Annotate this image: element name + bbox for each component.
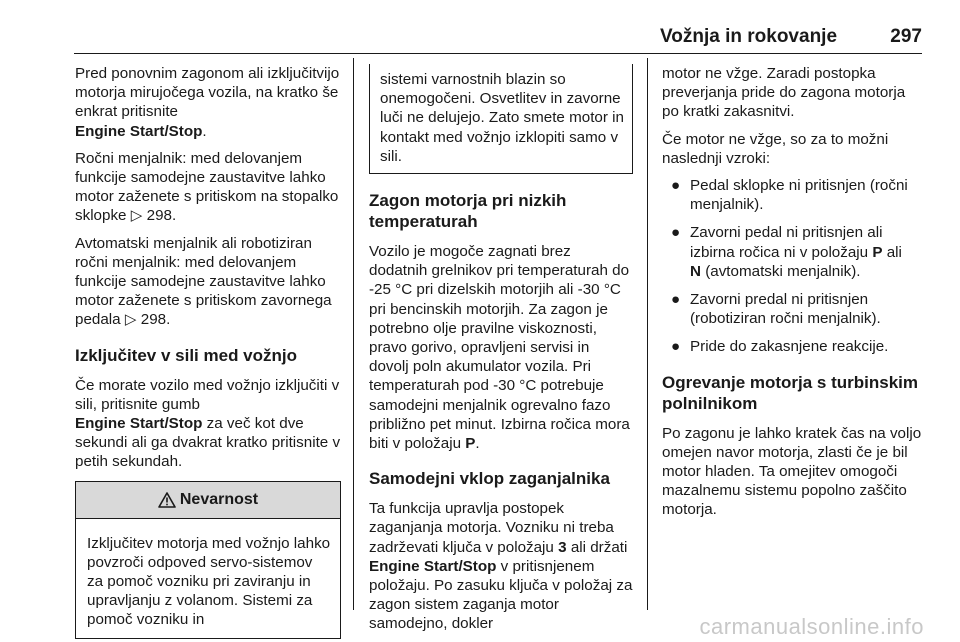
text: Avtomatski menjalnik ali robotiziran ročni menjalnik: med delovanjem funkcije samodejne zaustavitve lahko motor zaženete s pritiskom zavornega pedala xyxy=(75,234,332,329)
page-number: 297 xyxy=(890,26,922,47)
text: (avtomatski menjalnik). xyxy=(705,262,861,280)
paragraph-auto-starter xyxy=(369,499,633,633)
paragraph-automatic xyxy=(75,234,341,330)
warning-continuation xyxy=(369,64,633,174)
text: Pride do zakasnjene reakcije. xyxy=(690,338,889,356)
paragraph-emergency xyxy=(75,376,341,472)
page-header xyxy=(660,26,922,52)
key-position: 3 xyxy=(558,538,567,556)
warning-triangle-icon xyxy=(158,492,176,508)
bullet-icon: ● xyxy=(671,224,681,242)
gear-position: P xyxy=(465,435,476,453)
warning-title: Nevarnost xyxy=(179,491,259,509)
arrow-ref-icon[interactable]: ▷ xyxy=(124,311,137,329)
page-ref[interactable]: 298. xyxy=(140,311,171,329)
text: Vozilo je mogoče zagnati brez dodatnih grelnikov pri temperaturah do -25 °C pri dizelskih motorjih ali -30 °C pri bencinskih motorjih. Za zagon je potrebno olje pravilne viskoznosti, pravo gorivo, opravljeni servisi in dovolj poln akumulator vozila. Pri temperaturah pod -30 °C potrebuje samodejni menjalnik ogrevalno fazo približno pet minut. Izbirna ročica mora biti v položaju xyxy=(369,243,630,453)
page-ref[interactable]: 298. xyxy=(146,207,177,225)
text: ali xyxy=(886,243,902,261)
gear-position: P xyxy=(872,243,883,261)
paragraph-manual xyxy=(75,149,341,226)
text: . xyxy=(475,435,480,453)
text: . xyxy=(202,122,207,140)
text: Zavorni pedal ni pritisnjen ali izbirna ročica ni v položaju xyxy=(690,224,883,261)
column-divider-2 xyxy=(647,58,648,610)
page-header-title: Vožnja in rokovanje xyxy=(660,26,838,47)
heading-cold-start: Zagon motorja pri nizkih temperaturah xyxy=(369,191,567,232)
paragraph-check: motor ne vžge. Zaradi postopka preverjanja pride do zagona motorja po kratki zakasnitvi. xyxy=(662,65,906,121)
warning-body: Izključitev motorja med vožnjo lahko povzroči odpoved servo-sistemov za pomoč vozniku pri zaviranju in upravljanju z volanom. Sistemi za pomoč vozniku in xyxy=(87,534,331,629)
text: za več kot dve sekundi ali ga dvakrat kratko pritisnite v petih sekundah. xyxy=(75,415,341,471)
watermark: carmanualsonline.info xyxy=(699,614,924,639)
text: Če morate vozilo med vožnjo izključiti v sili, pritisnite gumb xyxy=(75,376,340,413)
bullet-icon: ● xyxy=(671,177,681,195)
header-rule xyxy=(74,53,922,54)
bullet-icon: ● xyxy=(671,338,681,356)
text: v pritisnjenem položaju. Po zasuku ključa v položaj za zagon sistem zaganja motor samodejno, dokler xyxy=(369,557,633,633)
paragraph-cold-start xyxy=(369,242,633,453)
column-1 xyxy=(75,64,341,639)
warning-header xyxy=(76,482,340,519)
arrow-ref-icon[interactable]: ▷ xyxy=(130,207,143,225)
text: Pedal sklopke ni pritisnjen (ročni menjalnik). xyxy=(690,177,908,214)
bullet-icon: ● xyxy=(671,291,681,309)
button-ref: Engine Start/Stop xyxy=(369,557,497,575)
heading-auto-starter: Samodejni vklop zaganjalnika xyxy=(369,469,610,489)
text: Ta funkcija upravlja postopek zaganjanja motorja. Vozniku ni treba zadrževati ključa v položaju xyxy=(369,500,614,556)
gear-position: N xyxy=(690,262,701,280)
list-item xyxy=(662,337,926,356)
paragraph-restart xyxy=(75,64,341,141)
column-3 xyxy=(662,64,926,528)
warning-continuation-text: sistemi varnostnih blazin so onemogočeni. Osvetlitev in zavorne luči ne delujejo. Zato smete motor in kontakt med vožnjo izklopiti samo v sili. xyxy=(380,71,624,165)
text: ali držati xyxy=(570,538,628,556)
paragraph-turbo: Po zagonu je lahko kratek čas na voljo omejen navor motorja, zlasti če je bil motor hladen. Ta omejitev omogoči mazalnemu sistemu popolno zaščito motorja. xyxy=(662,424,922,519)
text: Pred ponovnim zagonom ali izključitvijo motorja mirujočega vozila, na kratko še enkrat pritisnite xyxy=(75,65,340,121)
column-divider-1 xyxy=(353,58,354,610)
list-item xyxy=(662,176,926,214)
text: Zavorni predal ni pritisnjen (robotiziran ročni menjalnik). xyxy=(690,291,881,328)
heading-turbo: Ogrevanje motorja s turbinskim polnilnikom xyxy=(662,372,919,413)
paragraph-causes: Če motor ne vžge, so za to možni naslednji vzroki: xyxy=(662,130,889,167)
text: Ročni menjalnik: med delovanjem funkcije samodejne zaustavitve lahko motor zaženete s pritiskom na stopalko sklopke xyxy=(75,149,339,225)
list-item xyxy=(662,223,926,281)
column-2 xyxy=(369,64,633,642)
causes-list xyxy=(662,176,926,357)
heading-emergency-shutdown: Izključitev v sili med vožnjo xyxy=(75,345,298,365)
list-item xyxy=(662,290,926,328)
warning-box xyxy=(75,481,341,639)
button-ref: Engine Start/Stop xyxy=(75,122,203,140)
button-ref: Engine Start/Stop xyxy=(75,415,203,433)
